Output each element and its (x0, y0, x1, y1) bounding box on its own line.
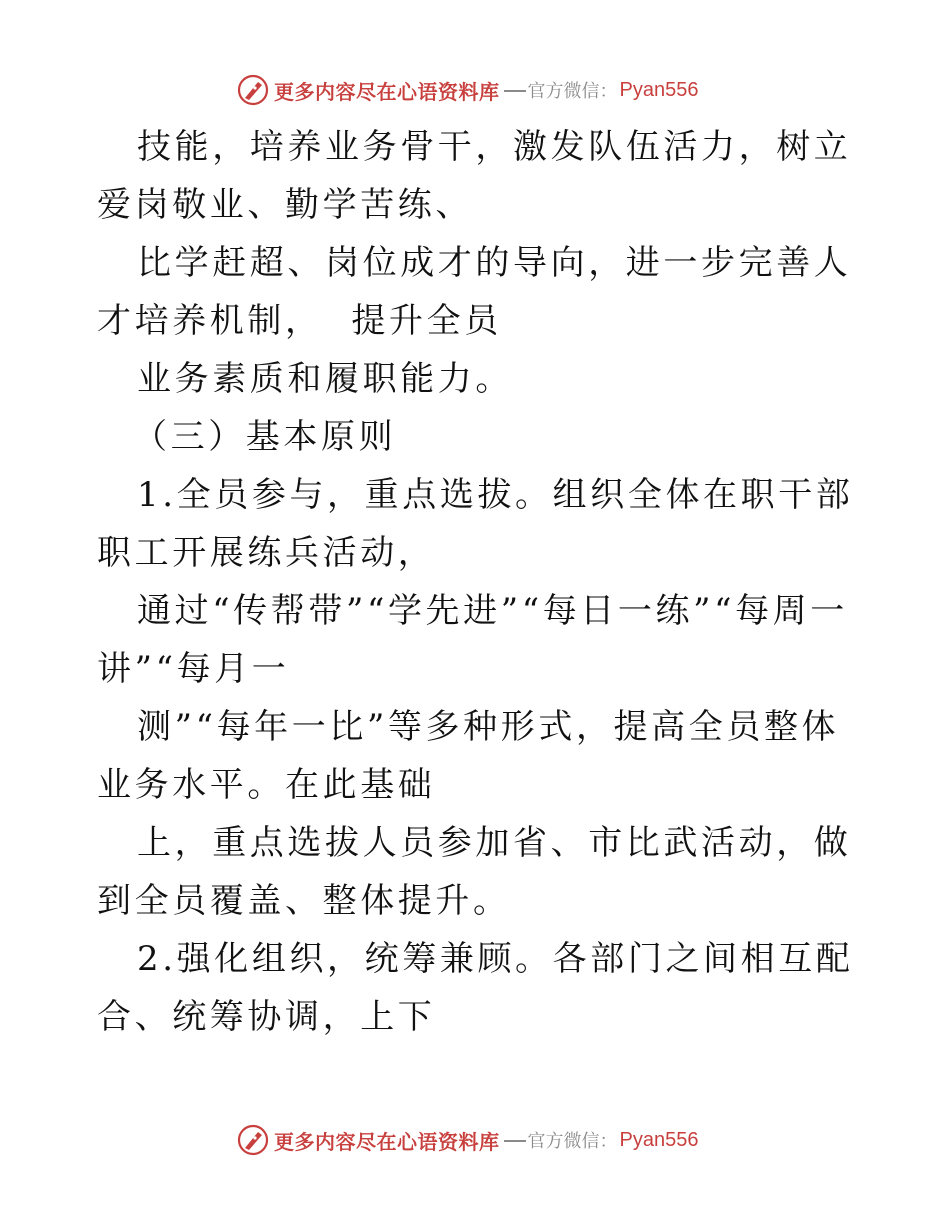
watermark-official-label: 官方微信： (527, 81, 618, 102)
pen-nib-logo-icon (236, 73, 270, 107)
watermark-brand: 更多内容尽在心语资料库 (274, 79, 500, 104)
paragraph: 业务素质和履职能力。 (137, 359, 513, 399)
watermark-dash (504, 90, 526, 92)
footer-watermark (236, 1122, 698, 1158)
paragraph: 通过“传帮带”“学先进”“每日一练”“每周一讲”“每月一 (97, 591, 848, 689)
paragraph: 测”“每年一比”等多种形式，提高全员整体业务水平。在此基础 (97, 707, 840, 805)
section-heading: （三）基本原则 (133, 417, 397, 457)
paragraph: 1.全员参与，重点选拔。组织全体在职干部职工开展练兵活动， (97, 475, 854, 573)
paragraph: 上，重点选拔人员参加省、市比武活动，做到全员覆盖、整体提升。 (97, 823, 852, 921)
watermark-official-label: 官方微信： (527, 1131, 618, 1152)
watermark-wechat-id: Pyan556 (619, 1128, 699, 1151)
watermark-wechat-id: Pyan556 (619, 78, 699, 101)
document-body (97, 118, 857, 1046)
paragraph: 比学赶超、岗位成才的导向，进一步完善人才培养机制， 提升全员 (97, 243, 852, 341)
watermark-dash (504, 1140, 526, 1142)
header-watermark (236, 72, 698, 108)
watermark-brand: 更多内容尽在心语资料库 (274, 1129, 500, 1154)
pen-nib-logo-icon (236, 1123, 270, 1157)
paragraph: 2.强化组织，统筹兼顾。各部门之间相互配合、统筹协调，上下 (97, 939, 854, 1037)
paragraph: 技能，培养业务骨干，激发队伍活力，树立爱岗敬业、勤学苦练、 (97, 127, 852, 225)
